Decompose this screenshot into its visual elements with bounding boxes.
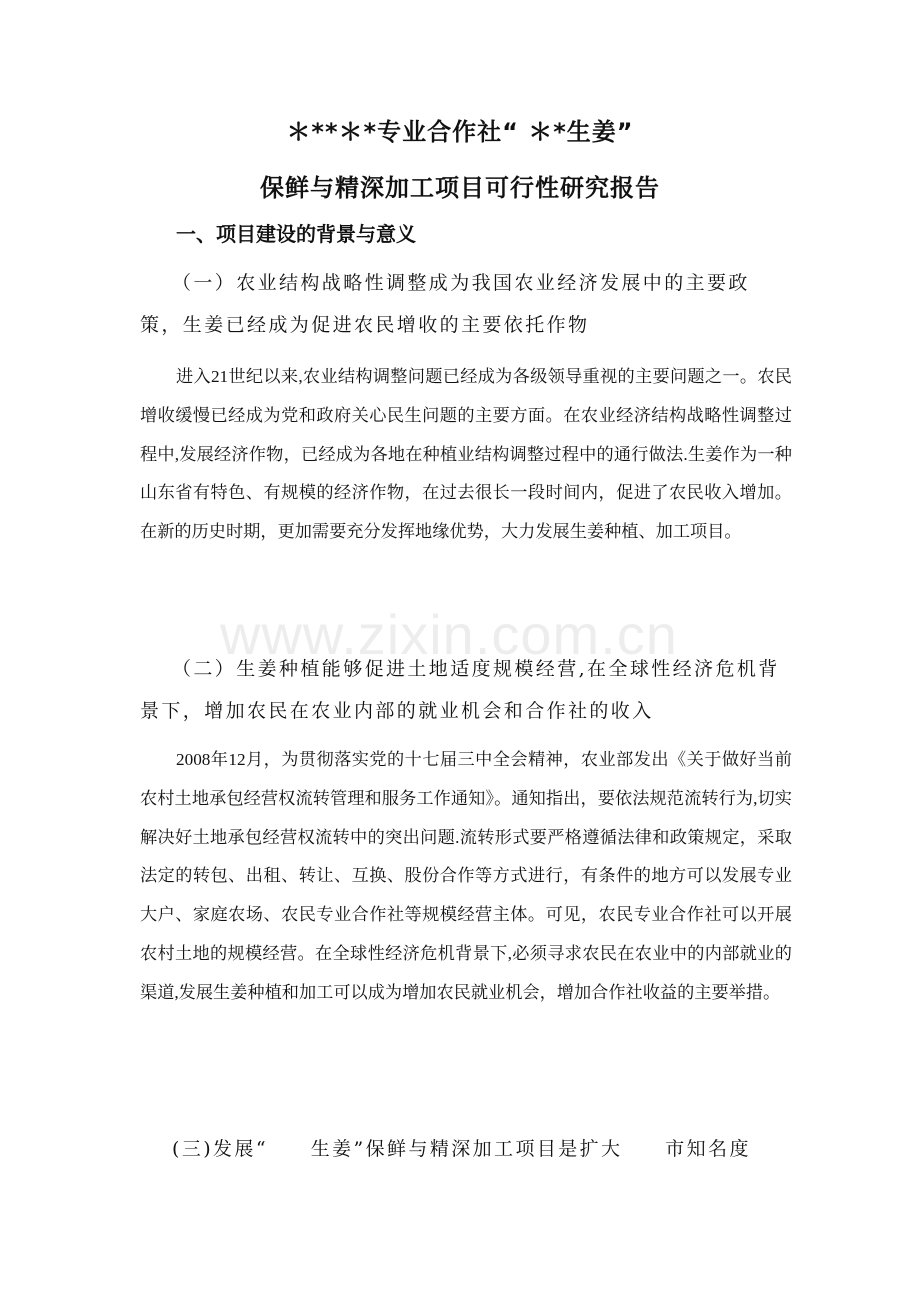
subsection-heading-2: （二）生姜种植能够促进土地适度规模经营,在全球性经济危机背景下，增加农民在农业内部的就业机会和合作社的收入 (140, 658, 780, 722)
subsection-heading-3: (三)发展“ 生姜”保鲜与精深加工项目是扩大 市知名度 (172, 1138, 751, 1160)
document-title-line1: ＊**＊*专业合作社“ ＊*生姜” (286, 118, 634, 146)
section-heading-1: 一、项目建设的背景与意义 (176, 222, 416, 246)
subsection-heading-1: （一）农业结构战略性调整成为我国农业经济发展中的主要政策，生姜已经成为促进农民增收的主要依托作物 (140, 272, 750, 336)
paragraph-2: 2008年12月，为贯彻落实党的十七届三中全会精神，农业部发出《关于做好当前农村土地承包经营权流转管理和服务工作通知》。通知指出，要依法规范流转行为,切实解决好土地承包经营权流转中的突出问题.流转形式要严格遵循法律和政策规定，采取法定的转包、出租、转让、互换、股份合作等方式进行，有条件的地方可以发展专业大户、家庭农场、农民专业合作社等规模经营主体。可见，农民专业合作社可以开展农村土地的规模经营。在全球性经济危机背景下,必须寻求农民在农业中的内部就业的渠道,发展生姜种植和加工可以成为增加农民就业机会，增加合作社收益的主要举措。 (140, 750, 792, 1002)
paragraph-1: 进入21世纪以来,农业结构调整问题已经成为各级领导重视的主要问题之一。农民增收缓慢已经成为党和政府关心民生问题的主要方面。在农业经济结构战略性调整过程中,发展经济作物，已经成为各地在种植业结构调整过程中的通行做法.生姜作为一种山东省有特色、有规模的经济作物，在过去很长一段时间内，促进了农民收入增加。在新的历史时期，更加需要充分发挥地缘优势，大力发展生姜种植、加工项目。 (140, 367, 792, 542)
document-title-line2: 保鲜与精深加工项目可行性研究报告 (260, 174, 660, 202)
watermark: www.zixin.com.cn (220, 603, 678, 666)
